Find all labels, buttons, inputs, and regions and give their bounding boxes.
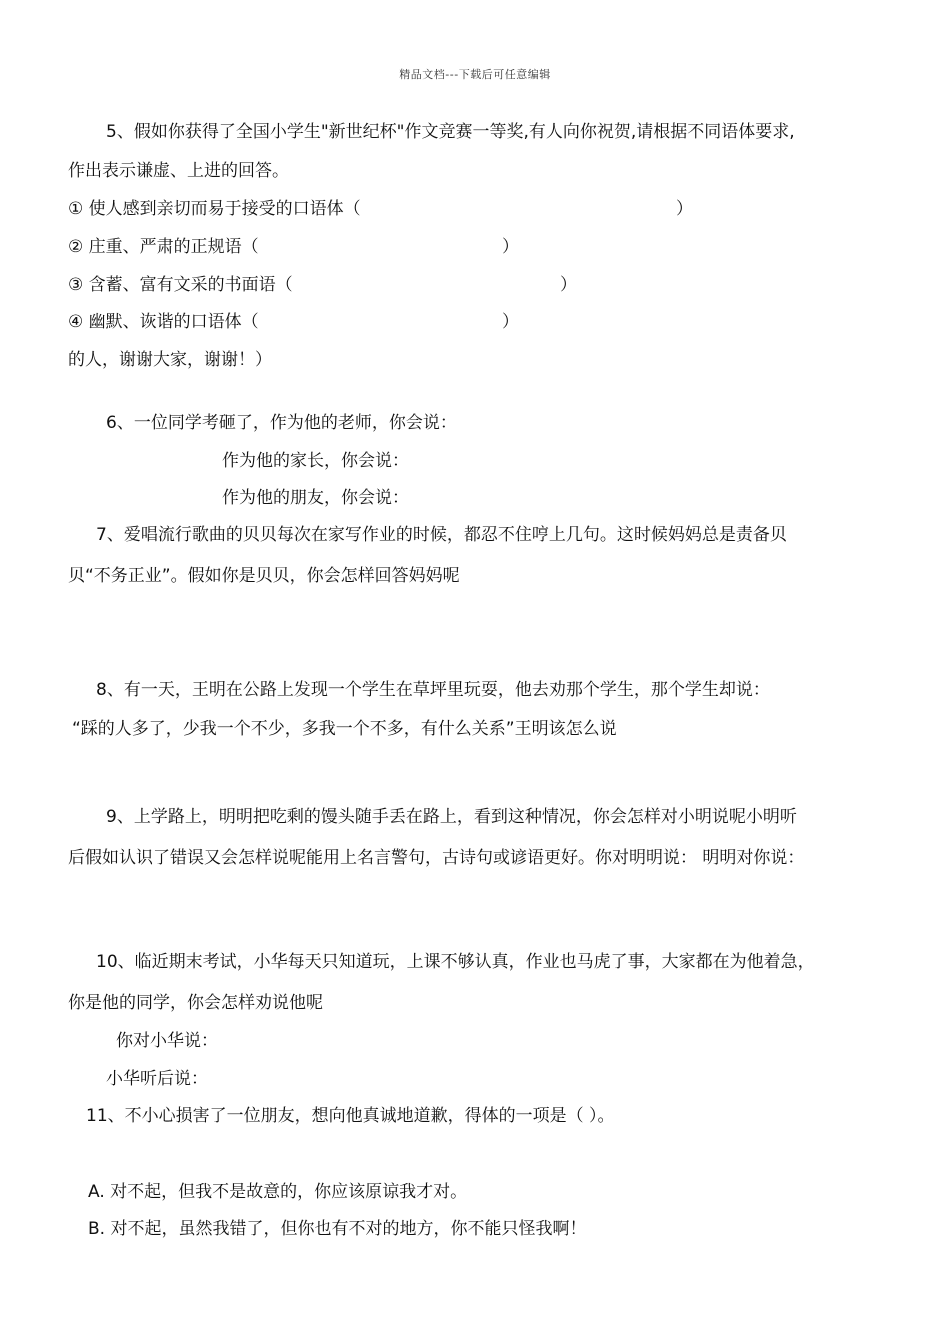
q8-line-1: 8、有一天，王明在公路上发现一个学生在草坪里玩耍，他去劝那个学生，那个学生却说： — [96, 680, 770, 700]
q8-line-2: “踩的人多了，少我一个不少，多我一个不多，有什么关系”王明该怎么说 — [72, 719, 617, 739]
q5-line-1: 5、假如你获得了全国小学生"新世纪杯"作文竞赛一等奖,有人向你祝贺,请根据不同语体要求, — [106, 122, 795, 142]
q5-item-2-close-paren: ） — [502, 237, 519, 257]
q5-tail: 的人，谢谢大家，谢谢！） — [68, 350, 272, 370]
q11-option-a: A. 对不起，但我不是故意的，你应该原谅我才对。 — [88, 1182, 468, 1202]
q10-line-2: 你是他的同学，你会怎样劝说他呢 — [68, 993, 323, 1013]
q9-line-2: 后假如认识了错误又会怎样说呢能用上名言警句，古诗句或谚语更好。你对明明说： 明明对你说： — [68, 848, 805, 868]
q9-line-1: 9、上学路上，明明把吃剩的馒头随手丢在路上，看到这种情况，你会怎样对小明说呢小明听 — [106, 807, 797, 827]
page-header: 精品文档---下载后可任意编辑 — [399, 68, 551, 81]
q5-item-3: ③ 含蓄、富有文采的书面语（ — [68, 275, 293, 295]
q10-line-1: 10、临近期末考试，小华每天只知道玩，上课不够认真，作业也马虎了事，大家都在为他着急， — [96, 952, 815, 972]
q11-line-1: 11、不小心损害了一位朋友，想向他真诚地道歉，得体的一项是（ ）。 — [86, 1106, 615, 1126]
q10-line-3: 你对小华说： — [116, 1031, 218, 1051]
q6-line-3: 作为他的朋友，你会说： — [222, 488, 409, 508]
q7-line-2: 贝“不务正业”。假如你是贝贝，你会怎样回答妈妈呢 — [68, 566, 460, 586]
q5-item-4: ④ 幽默、诙谐的口语体（ — [68, 312, 259, 332]
q10-line-4: 小华听后说： — [106, 1069, 208, 1089]
q5-line-2: 作出表示谦虚、上进的回答。 — [68, 161, 289, 181]
q11-option-b: B. 对不起，虽然我错了，但你也有不对的地方，你不能只怪我啊！ — [88, 1219, 587, 1239]
q5-item-3-close-paren: ） — [560, 275, 577, 295]
q6-line-1: 6、一位同学考砸了，作为他的老师，你会说： — [106, 413, 457, 433]
q5-item-4-close-paren: ） — [502, 312, 519, 332]
q5-item-2: ② 庄重、严肃的正规语（ — [68, 237, 259, 257]
q5-item-1-close-paren: ） — [676, 199, 693, 219]
q6-line-2: 作为他的家长，你会说： — [222, 451, 409, 471]
q5-item-1: ① 使人感到亲切而易于接受的口语体（ — [68, 199, 361, 219]
q7-line-1: 7、爱唱流行歌曲的贝贝每次在家写作业的时候，都忍不住哼上几句。这时候妈妈总是责备贝 — [96, 525, 787, 545]
